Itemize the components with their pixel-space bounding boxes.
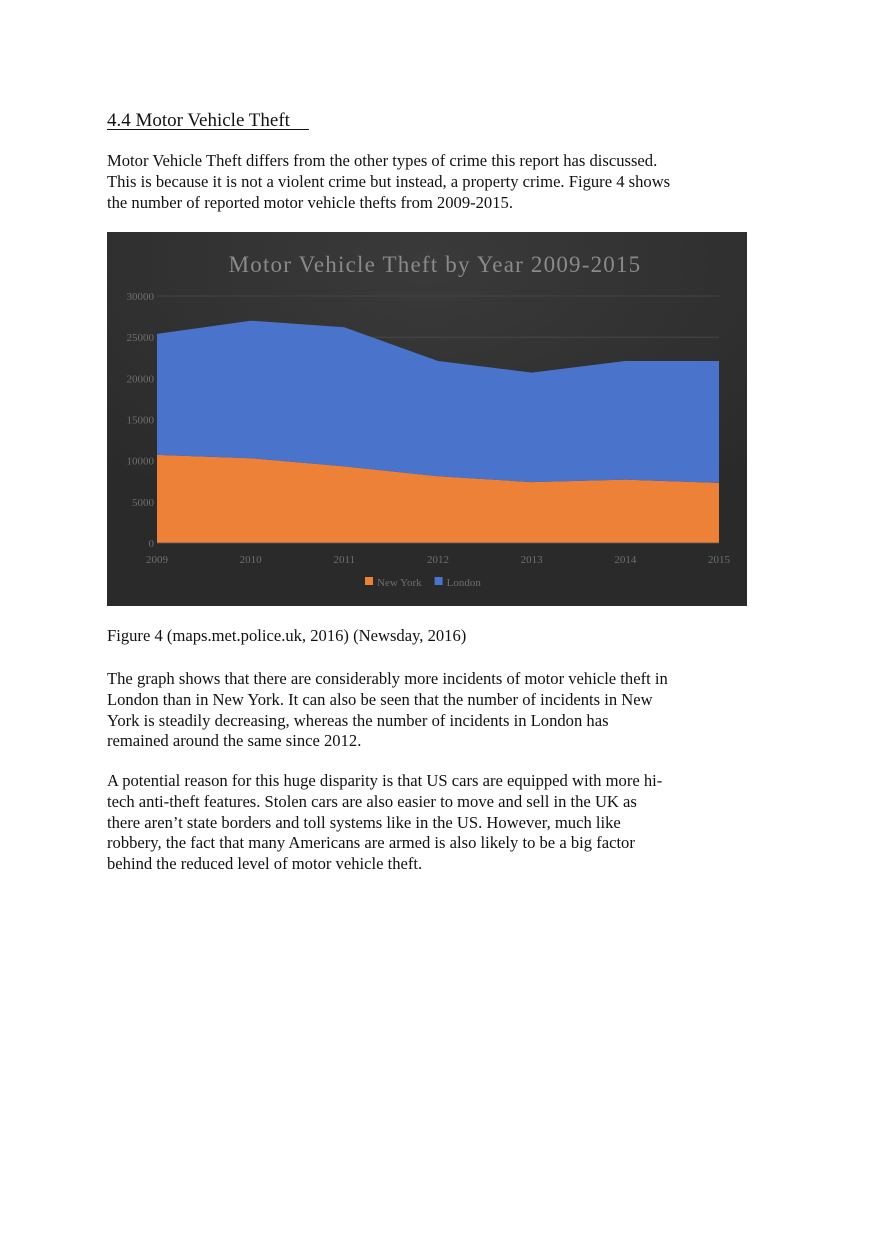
reason-line: behind the reduced level of motor vehicle theft. (107, 854, 423, 874)
analysis-line: London than in New York. It can also be seen that the number of incidents in New (107, 689, 653, 709)
legend-swatch (435, 577, 443, 585)
section-heading: 4.4 Motor Vehicle Theft (107, 110, 290, 131)
y-tick-label: 20000 (126, 373, 154, 386)
chart-canvas (107, 232, 747, 606)
x-tick-label: 2010 (239, 554, 262, 566)
x-tick-label: 2012 (427, 554, 449, 566)
legend-swatch (365, 577, 373, 585)
x-tick-label: 2011 (333, 554, 356, 566)
y-tick-label: 5000 (132, 496, 154, 509)
intro-line: This is because it is not a violent crime but instead, a property crime. Figure 4 shows (107, 171, 671, 191)
reason-line: tech anti-theft features. Stolen cars are also easier to move and sell in the UK as (107, 791, 637, 811)
x-tick-label: 2015 (708, 554, 730, 566)
x-tick-label: 2013 (520, 554, 543, 566)
motor-vehicle-theft-chart (107, 232, 747, 606)
intro-line: the number of reported motor vehicle thefts from 2009-2015. (107, 192, 513, 212)
reason-line: robbery, the fact that many Americans are armed is also likely to be a big factor (107, 833, 635, 853)
y-tick-label: 10000 (126, 455, 154, 468)
figure-caption: Figure 4 (maps.met.police.uk, 2016) (Newsday, 2016) (107, 626, 467, 645)
x-tick-label: 2009 (146, 554, 168, 566)
legend-label: New York (377, 577, 422, 589)
chart-title: Motor Vehicle Theft by Year 2009-2015 (228, 252, 642, 277)
y-tick-label: 25000 (126, 332, 154, 345)
y-tick-label: 30000 (126, 291, 154, 303)
analysis-line: York is steadily decreasing, whereas the number of incidents in London has (107, 710, 609, 730)
analysis-line: remained around the same since 2012. (107, 731, 362, 751)
analysis-line: The graph shows that there are considerably more incidents of motor vehicle theft in (107, 669, 668, 688)
reason-line: A potential reason for this huge disparity is that US cars are equipped with more hi- (107, 771, 663, 790)
reason-paragraph (107, 771, 727, 875)
reason-line: there aren’t state borders and toll systems like in the US. However, much like (107, 812, 621, 832)
y-tick-label: 0 (148, 538, 154, 550)
legend-label: London (446, 577, 481, 589)
intro-paragraph (107, 151, 727, 213)
analysis-paragraph (107, 669, 727, 752)
x-tick-label: 2014 (614, 554, 637, 566)
intro-line: Motor Vehicle Theft differs from the other types of crime this report has discussed. (107, 151, 658, 170)
y-tick-label: 15000 (126, 414, 154, 427)
